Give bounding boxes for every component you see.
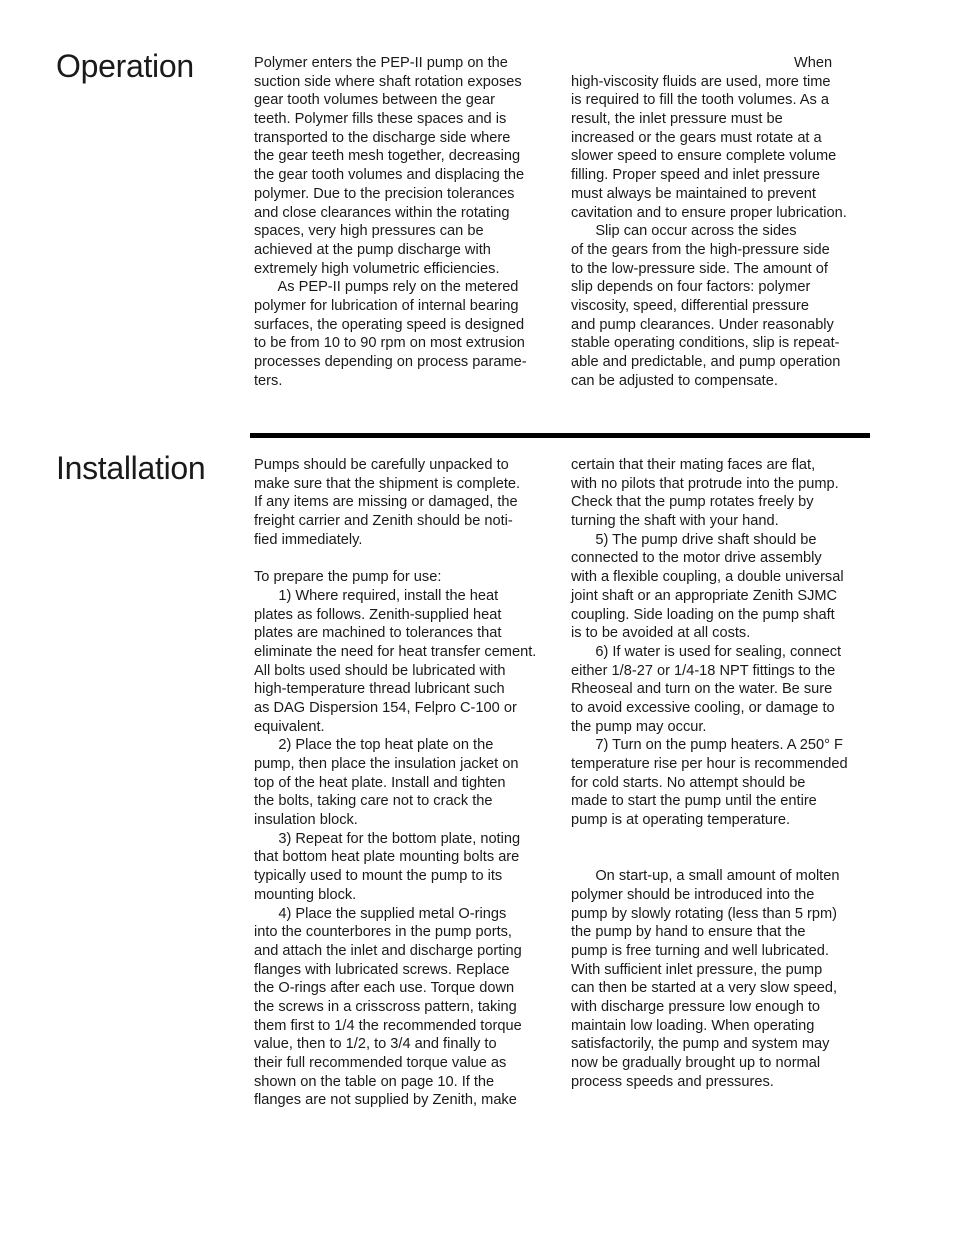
text-line: equivalent. [254,718,325,735]
text-line: to avoid excessive cooling, or damage to [571,699,835,716]
text-line: insulation block. [254,812,358,829]
text-line: satisfactorily, the pump and system may [571,1036,830,1053]
text-line: filling. Proper speed and inlet pressure [571,167,821,184]
text-line: the gear teeth mesh together, decreasing [254,148,521,165]
text-line: maintain low loading. When operating [571,1017,815,1034]
text-line: can then be started at a very slow speed, [571,980,838,997]
operation-right-column [571,54,869,390]
text-line: typically used to mount the pump to its [254,868,503,885]
text-line: gear tooth volumes between the gear [254,92,495,109]
text-line: surfaces, the operating speed is designed [254,316,525,333]
text-line: cavitation and to ensure proper lubrication. [571,204,847,221]
text-line: pump by slowly rotating (less than 5 rpm) [571,905,838,922]
text-line: All bolts used should be lubricated with [254,662,506,679]
text-line: the O-rings after each use. Torque down [254,980,515,997]
text-line: Polymer enters the PEP-II pump on the [254,55,508,71]
text-line: 4) Place the supplied metal O-rings [254,905,507,922]
text-line: polymer. Due to the precision tolerances [254,185,515,202]
text-line: them first to 1/4 the recommended torque [254,1017,522,1034]
installation-heading: Installation [56,450,206,486]
text-line: the pump by hand to ensure that the [571,924,806,941]
text-line: the gear tooth volumes and displacing the [254,167,525,184]
text-line: extremely high volumetric efficiencies. [254,260,500,277]
text-line: plates are machined to tolerances that [254,625,502,642]
text-line: with no pilots that protrude into the pump. [571,475,839,492]
text-line: is to be avoided at all costs. [571,625,751,642]
text-line: must always be maintained to prevent [571,185,816,202]
text-line: polymer should be introduced into the [571,886,815,903]
text-line: process speeds and pressures. [571,1073,774,1090]
text-line: high-temperature thread lubricant such [254,681,505,698]
text-line: of the gears from the high-pressure side [571,241,830,258]
text-line: teeth. Polymer fills these spaces and is [254,111,507,128]
text-line: As PEP-II pumps rely on the metered [254,279,519,296]
text-line: On start-up, a small amount of molten [571,868,840,885]
text-line: shown on the table on page 10. If the [254,1073,495,1090]
operation-heading: Operation [56,48,194,84]
text-line: value, then to 1/2, to 3/4 and finally to [254,1036,497,1053]
text-line: processes depending on process parame- [254,354,527,370]
text-line: can be adjusted to compensate. [571,372,778,389]
text-line: is required to fill the tooth volumes. As a [571,92,829,109]
text-line: high-viscosity fluids are used, more time [571,73,831,90]
text-line: stable operating conditions, slip is repeat- [571,335,840,352]
text-line: slip depends on four factors: polymer [571,279,811,296]
text-line: 7) Turn on the pump heaters. A 250° F [571,737,843,754]
text-line: with a flexible coupling, a double universal [571,569,844,586]
text-line: flanges are not supplied by Zenith, make [254,1092,517,1109]
text-line: ters. [254,372,283,389]
text-line: made to start the pump until the entire [571,793,817,810]
text-line: to be from 10 to 90 rpm on most extrusion [254,335,525,352]
installation-left-column [254,456,552,1110]
text-line: When [571,55,833,71]
text-line: 6) If water is used for sealing, connect [571,643,842,660]
text-line: suction side where shaft rotation exposes [254,73,522,90]
text-line: and pump clearances. Under reasonably [571,316,834,333]
text-line: result, the inlet pressure must be [571,111,783,128]
text-line: pump is free turning and well lubricated. [571,942,829,959]
text-line: make sure that the shipment is complete. [254,475,521,492]
text-line: slower speed to ensure complete volume [571,148,837,165]
text-line: Pumps should be carefully unpacked to [254,457,509,473]
text-line: viscosity, speed, differential pressure [571,297,809,314]
text-line: 2) Place the top heat plate on the [254,737,494,754]
text-line: achieved at the pump discharge with [254,241,491,258]
text-line: coupling. Side loading on the pump shaft [571,606,835,623]
text-line: certain that their mating faces are flat, [571,457,816,473]
text-line: top of the heat plate. Install and tighten [254,774,506,791]
text-line: turning the shaft with your hand. [571,513,779,530]
text-line: pump, then place the insulation jacket on [254,756,519,772]
text-line: increased or the gears must rotate at a [571,129,822,146]
text-line: Slip can occur across the sides [571,223,797,240]
text-line: that bottom heat plate mounting bolts are [254,849,520,866]
text-line: spaces, very high pressures can be [254,223,484,240]
text-line: 1) Where required, install the heat [254,587,499,604]
text-line: and close clearances within the rotating [254,204,510,221]
operation-left-column [254,54,552,390]
text-line: Rheoseal and turn on the water. Be sure [571,681,833,698]
text-line: 5) The pump drive shaft should be [571,531,817,548]
text-line [571,848,869,867]
text-line: either 1/8-27 or 1/4-18 NPT fittings to the [571,662,836,679]
text-line: freight carrier and Zenith should be noti- [254,513,513,530]
text-line: their full recommended torque value as [254,1055,507,1071]
text-line: now be gradually brought up to normal [571,1055,821,1071]
text-line: into the counterbores in the pump ports, [254,924,512,941]
text-line: Check that the pump rotates freely by [571,494,814,511]
text-line: the screws in a crisscross pattern, taking [254,998,517,1015]
text-line: To prepare the pump for use: [254,569,442,586]
text-line: flanges with lubricated screws. Replace [254,961,510,978]
text-line: plates as follows. Zenith-supplied heat [254,606,502,623]
text-line: connected to the motor drive assembly [571,550,822,567]
section-divider [250,433,870,438]
text-line: If any items are missing or damaged, the [254,494,518,511]
text-line: and attach the inlet and discharge porting [254,942,522,959]
text-line: the bolts, taking care not to crack the [254,793,493,810]
text-line: temperature rise per hour is recommended [571,756,848,772]
installation-right-column [571,456,869,1091]
text-line: joint shaft or an appropriate Zenith SJMC [571,587,838,604]
text-line: transported to the discharge side where [254,129,511,146]
text-line: eliminate the need for heat transfer cement. [254,643,537,660]
text-line: with discharge pressure low enough to [571,998,821,1015]
text-line: mounting block. [254,886,357,903]
text-line [254,549,552,568]
text-line: able and predictable, and pump operation [571,354,841,370]
text-line: fied immediately. [254,531,363,548]
text-line [571,830,869,849]
text-line: to the low-pressure side. The amount of [571,260,828,277]
text-line: pump is at operating temperature. [571,812,791,829]
text-line: With sufficient inlet pressure, the pump [571,961,823,978]
text-line: polymer for lubrication of internal bearing [254,297,519,314]
text-line: 3) Repeat for the bottom plate, noting [254,830,521,847]
text-line: the pump may occur. [571,718,707,735]
text-line: as DAG Dispersion 154, Felpro C-100 or [254,699,517,716]
text-line: for cold starts. No attempt should be [571,774,806,791]
